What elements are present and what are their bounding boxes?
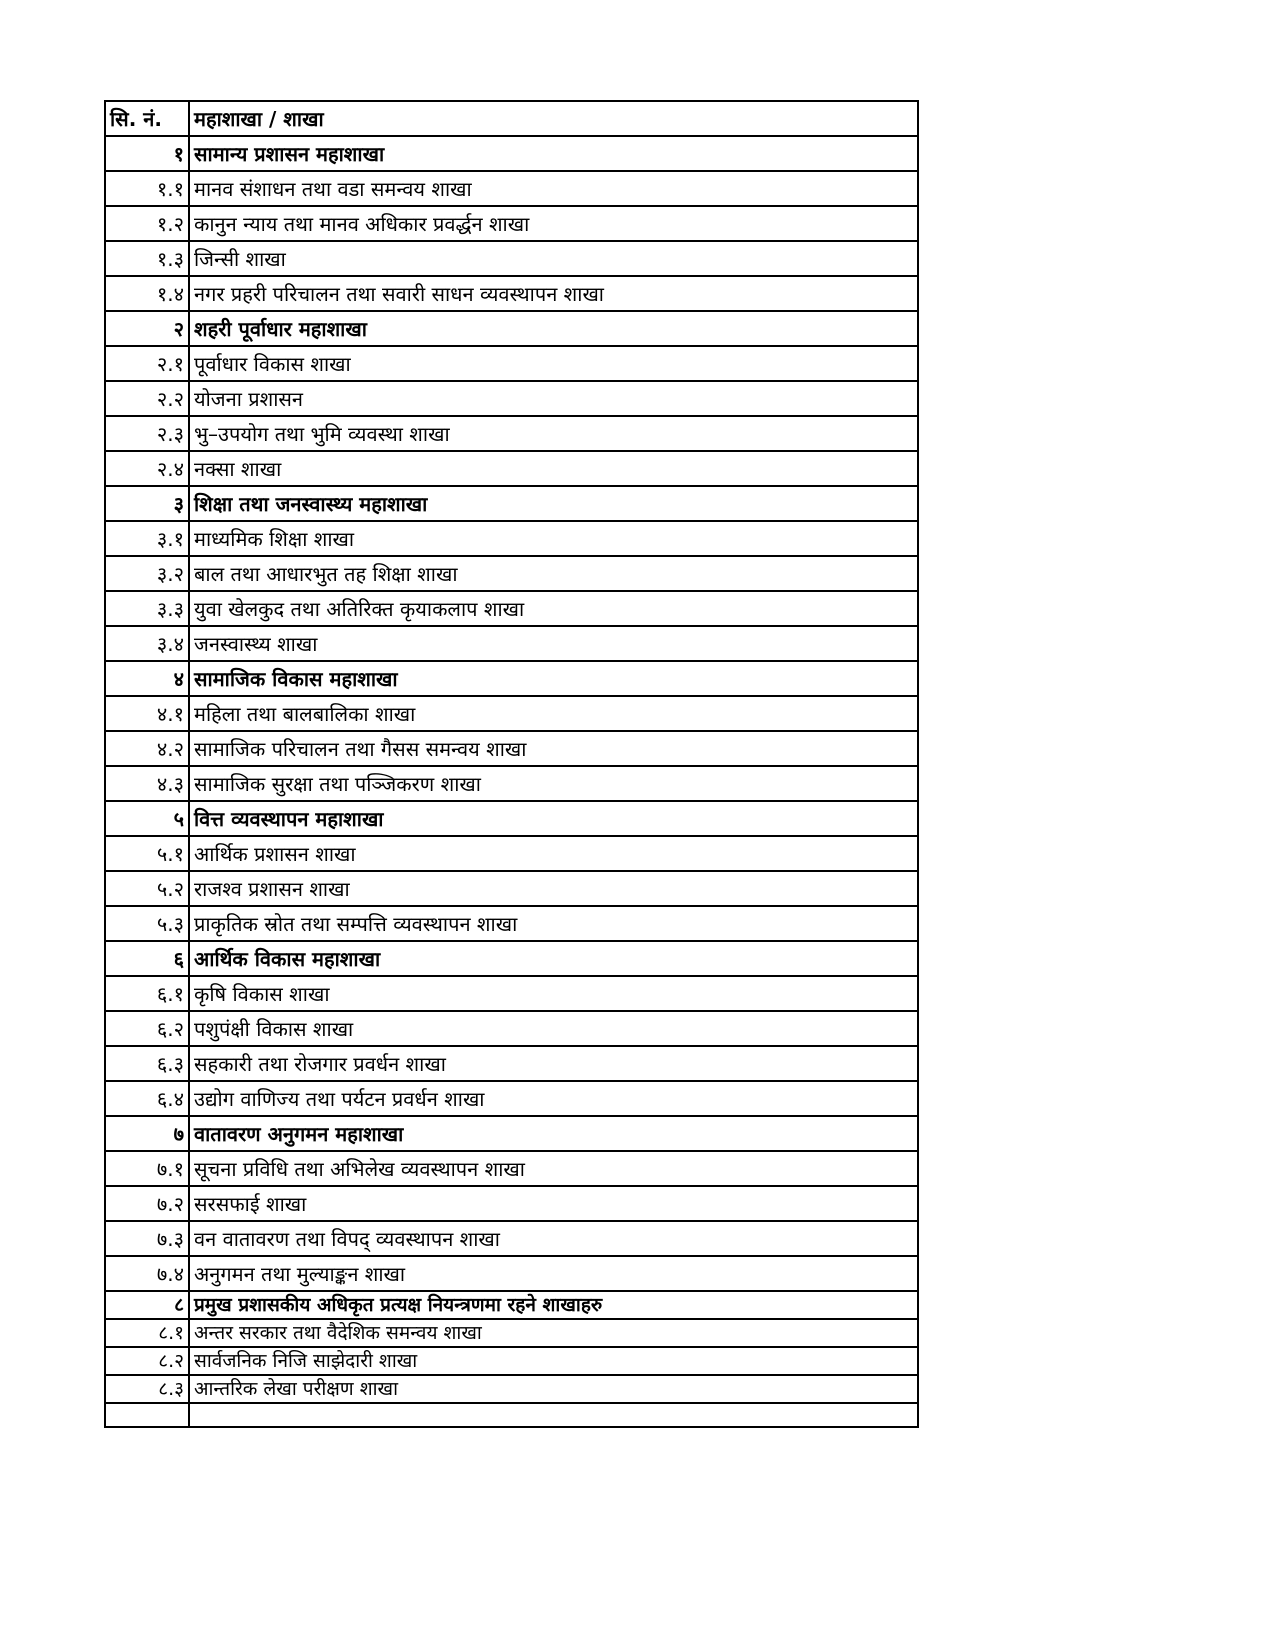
branch-name-cell: भु–उपयोग तथा भुमि व्यवस्था शाखा [189,416,918,451]
branch-name-cell: पशुपंक्षी विकास शाखा [189,1011,918,1046]
serial-number-cell: २.३ [105,416,189,451]
branch-row [105,1319,918,1347]
serial-number-cell: ३.३ [105,591,189,626]
branch-row [105,976,918,1011]
branch-name-cell: अनुगमन तथा मुल्याङ्कन शाखा [189,1256,918,1291]
branch-row [105,1081,918,1116]
branch-name-cell: वन वातावरण तथा विपद् व्यवस्थापन शाखा [189,1221,918,1256]
branch-list-table [104,100,919,1428]
branch-name-cell: युवा खेलकुद तथा अतिरिक्त कृयाकलाप शाखा [189,591,918,626]
branch-name-cell: जिन्सी शाखा [189,241,918,276]
serial-number-cell: १.४ [105,276,189,311]
serial-number-cell: ६ [105,941,189,976]
serial-number-cell: ५ [105,801,189,836]
serial-number-cell: ५.२ [105,871,189,906]
branch-name-cell: सामाजिक परिचालन तथा गैसस समन्वय शाखा [189,731,918,766]
serial-number-cell: ३.२ [105,556,189,591]
serial-number-cell: २.१ [105,346,189,381]
branch-name-cell: सरसफाई शाखा [189,1186,918,1221]
serial-number-cell: ६.१ [105,976,189,1011]
branch-row [105,731,918,766]
serial-number-cell: ७.४ [105,1256,189,1291]
division-name-cell: प्रमुख प्रशासकीय अधिकृत प्रत्यक्ष नियन्त्रणमा रहने शाखाहरु [189,1291,918,1319]
serial-number-cell: ७.३ [105,1221,189,1256]
serial-number-cell: ७ [105,1116,189,1151]
branch-row [105,1151,918,1186]
branch-row [105,171,918,206]
branch-name-cell: सार्वजनिक निजि साझेदारी शाखा [189,1347,918,1375]
branch-name-cell: महिला तथा बालबालिका शाखा [189,696,918,731]
branch-row [105,1011,918,1046]
serial-number-cell: ८ [105,1291,189,1319]
division-row [105,486,918,521]
division-row [105,941,918,976]
serial-number-cell: ८.३ [105,1375,189,1403]
serial-number-cell: २.२ [105,381,189,416]
branch-row [105,556,918,591]
serial-number-cell: ३ [105,486,189,521]
serial-number-cell: ८.१ [105,1319,189,1347]
branch-name-cell: सहकारी तथा रोजगार प्रवर्धन शाखा [189,1046,918,1081]
branch-name-cell: आर्थिक प्रशासन शाखा [189,836,918,871]
branch-row [105,206,918,241]
branch-row [105,1256,918,1291]
branch-row [105,241,918,276]
branch-name-cell: सामाजिक सुरक्षा तथा पञ्जिकरण शाखा [189,766,918,801]
branch-name-cell: पूर्वाधार विकास शाखा [189,346,918,381]
division-name-cell: शहरी पूर्वाधार महाशाखा [189,311,918,346]
serial-number-cell: ६.२ [105,1011,189,1046]
division-row [105,661,918,696]
serial-number-cell: २.४ [105,451,189,486]
division-name-cell: वित्त व्यवस्थापन महाशाखा [189,801,918,836]
branch-row [105,416,918,451]
branch-row [105,1186,918,1221]
serial-number-cell: १.३ [105,241,189,276]
division-row [105,311,918,346]
serial-number-cell: १.१ [105,171,189,206]
branch-name-cell: माध्यमिक शिक्षा शाखा [189,521,918,556]
branch-row [105,276,918,311]
division-name-cell: सामान्य प्रशासन महाशाखा [189,136,918,171]
branch-name-cell: मानव संशाधन तथा वडा समन्वय शाखा [189,171,918,206]
division-row [105,1116,918,1151]
branch-name-cell: कृषि विकास शाखा [189,976,918,1011]
branch-name-cell: अन्तर सरकार तथा वैदेशिक समन्वय शाखा [189,1319,918,1347]
division-row [105,1291,918,1319]
header-serial-number: सि. नं. [105,101,189,136]
serial-number-cell: ५.१ [105,836,189,871]
branch-row [105,626,918,661]
division-row [105,136,918,171]
branch-row [105,451,918,486]
table-body [105,101,918,1427]
branch-row [105,1046,918,1081]
branch-row [105,836,918,871]
branch-row [105,906,918,941]
serial-number-cell: ७.२ [105,1186,189,1221]
serial-number-cell: १ [105,136,189,171]
table-bottom-spacer [105,1403,918,1427]
branch-name-cell: जनस्वास्थ्य शाखा [189,626,918,661]
serial-number-cell: ८.२ [105,1347,189,1375]
branch-name-cell: नक्सा शाखा [189,451,918,486]
branch-row [105,696,918,731]
table-header-row [105,101,918,136]
branch-row [105,1347,918,1375]
serial-number-cell: २ [105,311,189,346]
branch-row [105,381,918,416]
branch-name-cell: कानुन न्याय तथा मानव अधिकार प्रवर्द्धन शाखा [189,206,918,241]
branch-name-cell: राजश्व प्रशासन शाखा [189,871,918,906]
division-row [105,801,918,836]
header-division-branch: महाशाखा / शाखा [189,101,918,136]
division-name-cell: वातावरण अनुगमन महाशाखा [189,1116,918,1151]
division-name-cell: सामाजिक विकास महाशाखा [189,661,918,696]
serial-number-cell: ५.३ [105,906,189,941]
branch-row [105,766,918,801]
division-name-cell: शिक्षा तथा जनस्वास्थ्य महाशाखा [189,486,918,521]
serial-number-cell: ६.३ [105,1046,189,1081]
branch-row [105,591,918,626]
branch-name-cell: योजना प्रशासन [189,381,918,416]
branch-name-cell: सूचना प्रविधि तथा अभिलेख व्यवस्थापन शाखा [189,1151,918,1186]
branch-row [105,1375,918,1403]
branch-row [105,1221,918,1256]
branch-name-cell: प्राकृतिक स्रोत तथा सम्पत्ति व्यवस्थापन शाखा [189,906,918,941]
serial-number-cell: ४.२ [105,731,189,766]
serial-number-cell: ७.१ [105,1151,189,1186]
branch-name-cell: उद्योग वाणिज्य तथा पर्यटन प्रवर्धन शाखा [189,1081,918,1116]
serial-number-cell: १.२ [105,206,189,241]
branch-row [105,871,918,906]
serial-number-cell: ३.१ [105,521,189,556]
serial-number-cell: ३.४ [105,626,189,661]
serial-number-cell: ४.३ [105,766,189,801]
spacer-cell [189,1403,918,1427]
branch-name-cell: आन्तरिक लेखा परीक्षण शाखा [189,1375,918,1403]
spacer-cell [105,1403,189,1427]
branch-row [105,521,918,556]
division-name-cell: आर्थिक विकास महाशाखा [189,941,918,976]
branch-name-cell: नगर प्रहरी परिचालन तथा सवारी साधन व्यवस्थापन शाखा [189,276,918,311]
serial-number-cell: ४.१ [105,696,189,731]
branch-name-cell: बाल तथा आधारभुत तह शिक्षा शाखा [189,556,918,591]
serial-number-cell: ६.४ [105,1081,189,1116]
branch-row [105,346,918,381]
serial-number-cell: ४ [105,661,189,696]
